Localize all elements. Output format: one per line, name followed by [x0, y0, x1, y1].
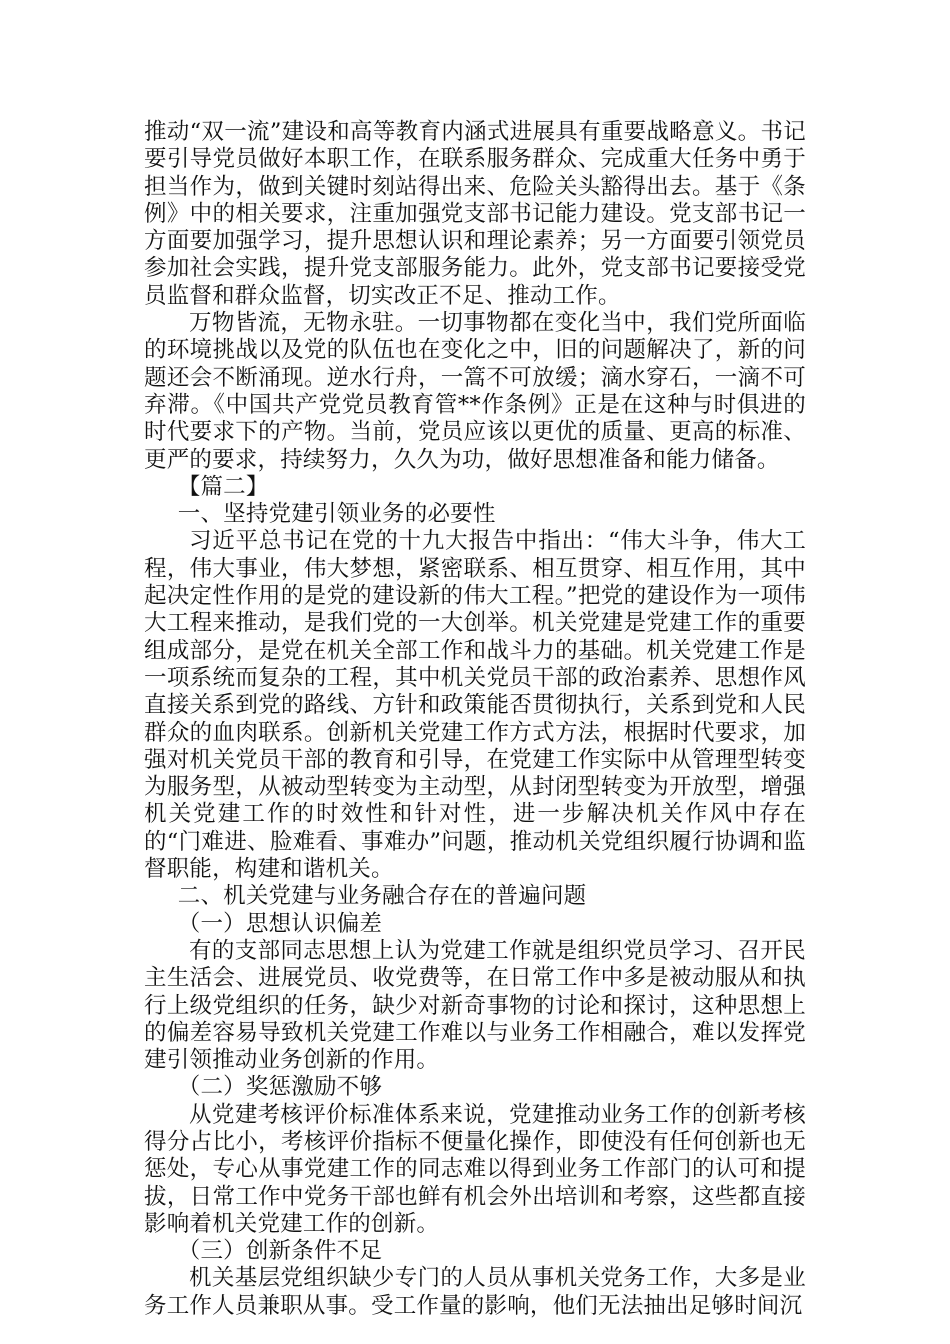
paragraph: 有的支部同志思想上认为党建工作就是组织党员学习、召开民主生活会、进展党员、收党费等，在日常工作中多是被动服从和执行上级党组织的任务，缺少对新奇事物的讨论和探讨，这种思想上的偏差容易导致机关党建工作难以与业务工作相融合，难以发挥党建引领推动业务创新的作用。 [144, 937, 806, 1074]
paragraph: 万物皆流，无物永驻。一切事物都在变化当中，我们党所面临的环境挑战以及党的队伍也在变化之中，旧的问题解决了，新的问题还会不断涌现。逆水行舟，一篙不可放缓；滴水穿石，一滴不可弃滞。《中国共产党党员教育管**作条例》正是在这种与时俱进的时代要求下的产物。当前，党员应该以更优的质量、更高的标准、更严的要求，持续努力，久久为功，做好思想准备和能力储备。 [144, 310, 806, 473]
section-heading: 一、坚持党建引领业务的必要性 [177, 501, 496, 528]
subsection-heading: （一）思想认识偏差 [177, 910, 383, 937]
section-heading: 二、机关党建与业务融合存在的普遍问题 [177, 883, 587, 910]
document-page [144, 119, 806, 1320]
paragraph-continuation: 推动“双一流”建设和高等教育内涵式进展具有重要战略意义。书记要引导党员做好本职工作，在联系服务群众、完成重大任务中勇于担当作为，做到关键时刻站得出来、危险关头豁得出去。基于《条例》中的相关要求，注重加强党支部书记能力建设。党支部书记一方面要加强学习，提升思想认识和理论素养；另一方面要引领党员参加社会实践，提升党支部服务能力。此外，党支部书记要接受党员监督和群众监督，切实改正不足、推动工作。 [144, 119, 806, 309]
subsection-heading: （三）创新条件不足 [177, 1238, 383, 1265]
subsection-heading: （二）奖惩激励不够 [177, 1074, 383, 1101]
section-marker: 【篇二】 [177, 473, 269, 500]
paragraph: 习近平总书记在党的十九大报告中指出：“伟大斗争，伟大工程，伟大事业，伟大梦想，紧密联系、相互贯穿、相互作用，其中起决定性作用的是党的建设新的伟大工程。”把党的建设作为一项伟大工程来推动，是我们党的一大创举。机关党建是党建工作的重要组成部分，是党在机关全部工作和战斗力的基础。机关党建工作是一项系统而复杂的工程，其中机关党员干部的政治素养、思想作风直接关系到党的路线、方针和政策能否贯彻执行，关系到党和人民群众的血肉联系。创新机关党建工作方式方法，根据时代要求，加强对机关党员干部的教育和引导，在党建工作实际中从管理型转变为服务型，从被动型转变为主动型，从封闭型转变为开放型，增强机关党建工作的时效性和针对性，进一步解决机关作风中存在的“门难进、脸难看、事难办”问题，推动机关党组织履行协调和监督职能，构建和谐机关。 [144, 528, 806, 883]
paragraph: 机关基层党组织缺少专门的人员从事机关党务工作，大多是业务工作人员兼职从事。受工作量的影响，他们无法抽出足够时间沉 [144, 1265, 806, 1319]
paragraph: 从党建考核评价标准体系来说，党建推动业务工作的创新考核得分占比小，考核评价指标不便量化操作，即使没有任何创新也无惩处，专心从事党建工作的同志难以得到业务工作部门的认可和提拔，日常工作中党务干部也鲜有机会外出培训和考察，这些都直接影响着机关党建工作的创新。 [144, 1101, 806, 1237]
